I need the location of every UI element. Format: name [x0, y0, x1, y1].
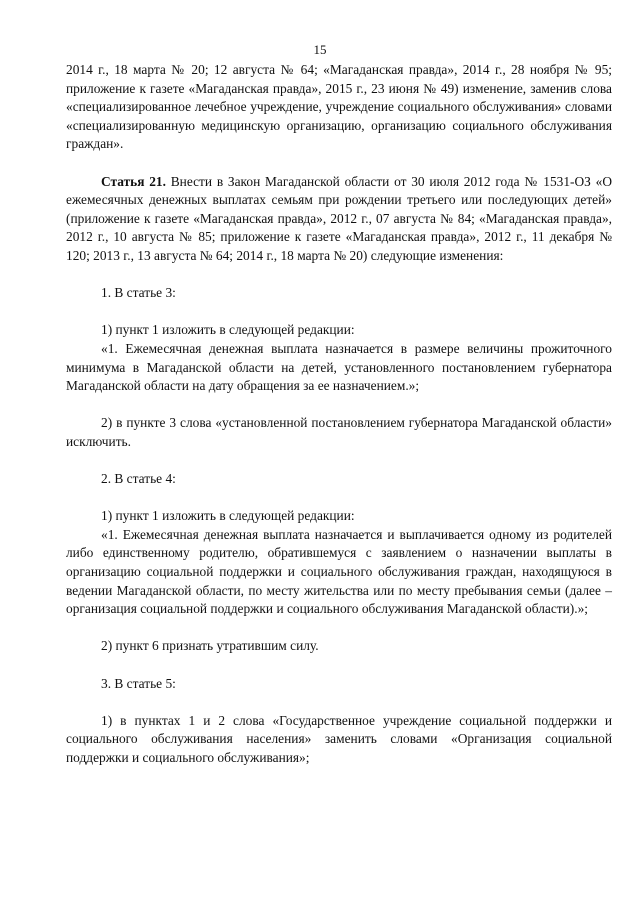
item-3-1: 1) в пунктах 1 и 2 слова «Государственное учреждение социальной поддержки и социального обслуживания населения» заменить словами «Организация социальной поддержки и социального обслуживания»; [66, 712, 612, 765]
section-heading-2: 2. В статье 4: [101, 471, 176, 487]
section-heading-1: 1. В статье 3: [101, 285, 176, 301]
article-text: Внести в Закон Магаданской области от 30 июля 2012 года № 1531-ОЗ «О ежемесячных денежных выплатах семьям при рождении третьего или последующих детей» (приложение к газете «Магаданская правда», 2012 г., 07 августа № 84; «Магаданская правда», 2012 г., 10 августа № 85; приложение к газете «Магаданская правда», 2012 г., 11 декабря № 120; 2013 г., 13 августа № 64; 2014 г., 18 марта № 20) следующие изменения: [66, 173, 612, 263]
section-heading-3: 3. В статье 5: [101, 675, 176, 691]
item-1-1-quote: «1. Ежемесячная денежная выплата назначается в размере величины прожиточного минимума в Магаданской области на детей, установленного постановлением губернатора Магаданской области на дату обращения за ее назначением.»; [66, 340, 612, 394]
document-body [66, 61, 612, 768]
item-1-2: 2) в пункте 3 слова «установленной постановлением губернатора Магаданской области» исключить. [66, 415, 612, 449]
page-number: 15 [313, 42, 327, 57]
paragraph-continuation: 2014 г., 18 марта № 20; 12 августа № 64; «Магаданская правда», 2014 г., 28 ноября № 95; приложение к газете «Магаданская правда», 2015 г., 23 июня № 49) изменение, заменив слова «специализированное лечебное учреждение, учреждение социального обслуживания» словами «специализированную медицинскую организацию, организацию социального обслуживания граждан». [66, 62, 612, 152]
item-1-1: 1) пункт 1 изложить в следующей редакции: [101, 322, 355, 338]
item-2-1: 1) пункт 1 изложить в следующей редакции: [101, 508, 355, 524]
item-2-2: 2) пункт 6 признать утратившим силу. [101, 638, 319, 654]
paragraph-article-21 [66, 173, 612, 266]
article-label: Статья 21. [101, 173, 166, 189]
item-2-1-quote: «1. Ежемесячная денежная выплата назначается и выплачивается одному из родителей либо единственному родителю, обратившемуся с заявлением о назначении выплаты в организацию социальной поддержки и социального обслуживания граждан, находящуюся в ведении Магаданской области, по месту жительства или по месту пребывания семьи (далее – организация социальной поддержки и социального обслуживания Магаданской области).»; [66, 526, 612, 617]
